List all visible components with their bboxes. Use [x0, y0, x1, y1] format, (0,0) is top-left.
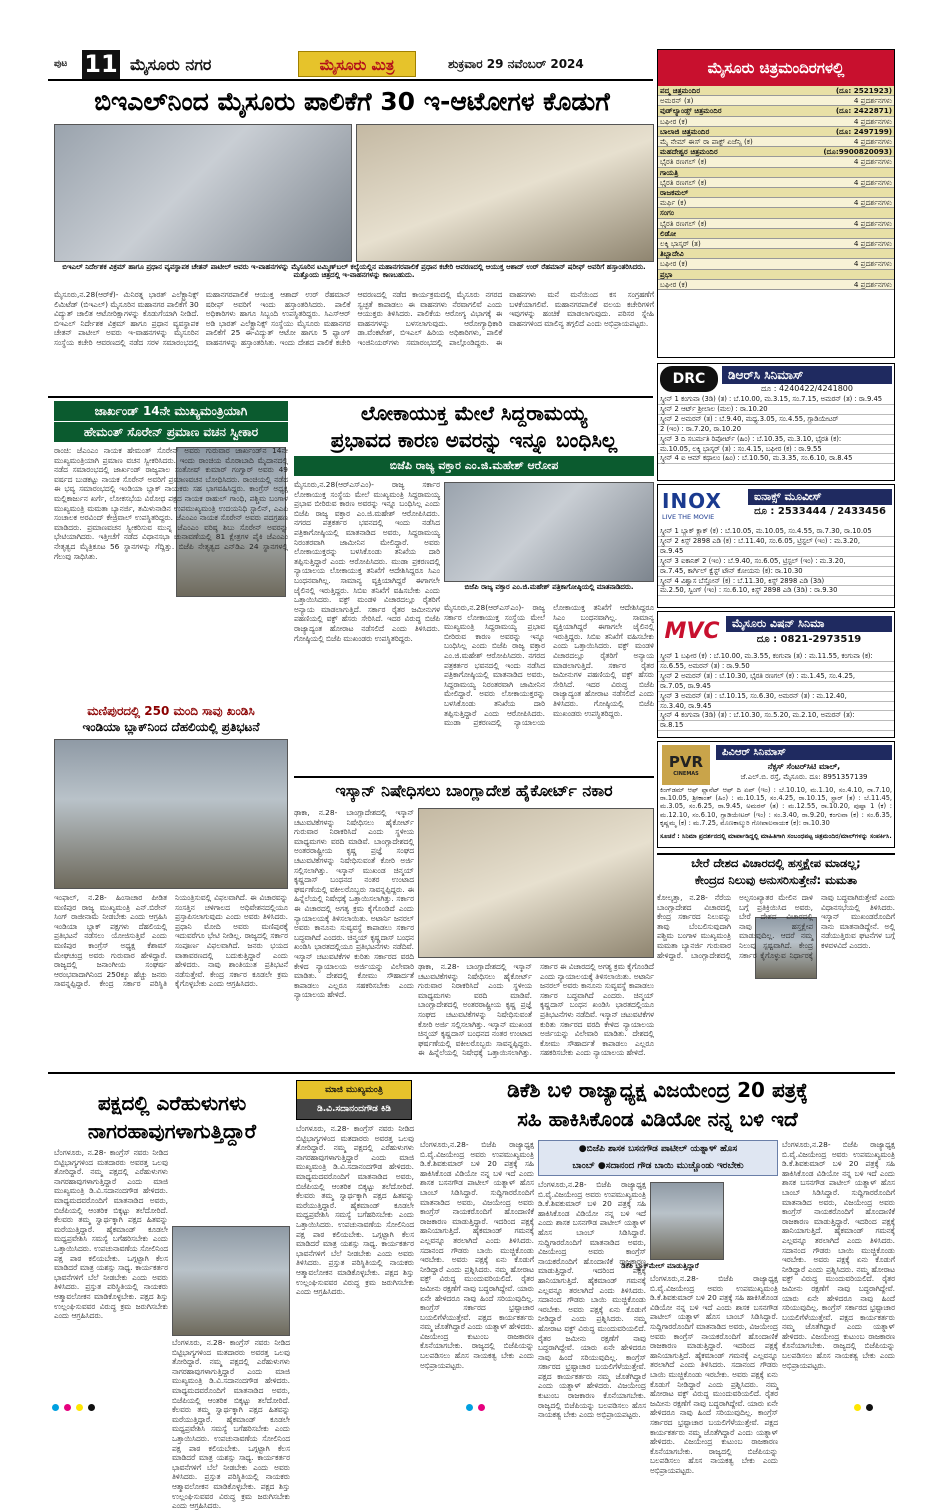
- screen-schedule-row: ಸ್ಕ್ರೀನ್ 1 ಬಘೀರ (ಕ) : ಬೆ.10.00, ಮ.3.55, ಕಂಗುವಾ (ತ) : ಮ.11.55, ಕಂಗುವಾ (ಕ):: [658, 652, 894, 662]
- theatre-name-row: [658, 106, 894, 116]
- theatre-name: ರಾಜಕಮಲ್: [660, 188, 689, 198]
- theatre-info: 4 ಪ್ರದರ್ಶನಗಳು: [853, 198, 892, 208]
- lokayukta-body: ಮೈಸೂರು,ನ.28(ಆರ್‌ಎಸ್‌ಎಂ)- ರಾಜ್ಯ ಸರ್ಕಾರ ಲೋಕಾಯುಕ್ತ ಸಂಸ್ಥೆಯ ಮೇಲೆ ಮುಖ್ಯಮಂತ್ರಿ ಸಿದ್ದರಾಮಯ್ಯ ಪ್ರಭಾವ ಬೀರಿರುವ ಕಾರಣ ಅವರನ್ನು ಇನ್ನೂ ಬಂಧಿಸಿಲ್ಲ ಎಂದು ಬಿಜೆಪಿ ರಾಜ್ಯ ವಕ್ತಾರ ಎಂ.ಜಿ.ಮಹೇಶ್ ಆರೋಪಿಸಿದರು. ನಗರದ ಪತ್ರಕರ್ತರ ಭವನದಲ್ಲಿ ಇಂದು ನಡೆಸಿದ ಪತ್ರಿಕಾಗೋಷ್ಠಿಯಲ್ಲಿ ಮಾತನಾಡಿದ ಅವರು, ಸಿದ್ದರಾಮಯ್ಯ ನಿರಂತರವಾಗಿ ಜಾಮೀನಿನ ಮೇಲಿದ್ದಾರೆ. ಅವರು ಲೋಕಾಯುಕ್ತರನ್ನು ಬಳಸಿಕೊಂಡು ತನಿಖೆಯ ದಾರಿ ತಪ್ಪಿಸುತ್ತಿದ್ದಾರೆ ಎಂದು ಆರೋಪಿಸಿದರು. ಮುಡಾ ಪ್ರಕರಣದಲ್ಲಿ ನ್ಯಾಯಾಲಯ ಲೋಕಾಯುಕ್ತ ತನಿಖೆಗೆ ಆದೇಶಿಸಿದ್ದರೂ ಸಿಎಂ ಬಂಧನವಾಗಿಲ್ಲ. ಸಾಮಾನ್ಯ ವ್ಯಕ್ತಿಯಾಗಿದ್ದರೆ ಈಗಾಗಲೇ ಜೈಲಿನಲ್ಲಿ ಇರುತ್ತಿದ್ದರು. ಸಿಬಿಐ ತನಿಖೆಗೆ ವಹಿಸಬೇಕು ಎಂದು ಒತ್ತಾಯಿಸಿದರು. ವಕ್ಫ್ ಮಂಡಳಿ ವಿಚಾರದಲ್ಲೂ ರೈತರಿಗೆ ಅನ್ಯಾಯ ಮಾಡಲಾಗುತ್ತಿದೆ. ಸರ್ಕಾರ ರೈತರ ಜಮೀನುಗಳ ಪಹಣಿಯಲ್ಲಿ ವಕ್ಫ್ ಹೆಸರು ಸೇರಿಸಿದೆ. ಇದರ ವಿರುದ್ಧ ಬಿಜೆಪಿ ರಾಜ್ಯಾದ್ಯಂತ ಹೋರಾಟ ನಡೆಸಲಿದೆ ಎಂದು ತಿಳಿಸಿದರು. ಗೋಷ್ಠಿಯಲ್ಲಿ ಬಿಜೆಪಿ ಮುಖಂಡರು ಉಪಸ್ಥಿತರಿದ್ದರು.: [294, 480, 440, 643]
- mamata-body: ಕೋಲ್ಕತ್ತಾ, ನ.28- ನೆರೆಯ ಬಾಂಗ್ಲಾದೇಶದ ವಿಚಾರದಲ್ಲಿ ಕೇಂದ್ರ ಸರ್ಕಾರದ ನಿಲುವನ್ನು ತಾವು ಬೆಂಬಲಿಸುವುದಾಗಿ ಪಶ್ಚಿಮ ಬಂಗಾಳ ಮುಖ್ಯಮಂತ್ರಿ ಮಮತಾ ಬ್ಯಾನರ್ಜಿ ಗುರುವಾರ ಹೇಳಿದ್ದಾರೆ. ಬಾಂಗ್ಲಾದೇಶದಲ್ಲಿ ಅಲ್ಪಸಂಖ್ಯಾತರ ಮೇಲಿನ ದಾಳಿ ಬಗ್ಗೆ ಪ್ರತಿಕ್ರಿಯಿಸಿದ ಅವರು, ಬೇರೆ ದೇಶದ ವಿಚಾರದಲ್ಲಿ ನಾವು ಹಸ್ತಕ್ಷೇಪ ಮಾಡುವುದಿಲ್ಲ. ಆದರೆ ನಮ್ಮ ನಿಲುವು ಸ್ಪಷ್ಟವಾಗಿದೆ. ಕೇಂದ್ರ ಸರ್ಕಾರ ಕೈಗೊಳ್ಳುವ ನಿರ್ಧಾರಕ್ಕೆ ನಾವು ಬದ್ಧವಾಗಿರುತ್ತೇವೆ ಎಂದು ವಿಧಾನಸಭೆಯಲ್ಲಿ ತಿಳಿಸಿದರು. ಇಸ್ಕಾನ್ ಮುಖಂಡರೊಂದಿಗೆ ನಾನು ಮಾತನಾಡಿದ್ದೇನೆ. ಅಲ್ಲಿ ನಡೆಯುತ್ತಿರುವ ಘಟನೆಗಳ ಬಗ್ಗೆ ಕಳವಳವಿದೆ ಎಂದರು.: [657, 893, 895, 960]
- sadananda-body: ಬೆಂಗಳೂರು, ನ.28- ಕಾಂಗ್ರೆಸ್ ನವರು ನೀಡಿದ ಬಿಟ್ಟಿಭಾಗ್ಯಗಳಿಂದ ಮತದಾರರು ಅವರತ್ತ ಒಲವು ತೋರಿದ್ದಾರೆ. ನಮ್ಮ ಪಕ್ಷದಲ್ಲಿ ಎರೆಹುಳುಗಳು ನಾಗರಹಾವುಗಳಾಗುತ್ತಿದ್ದಾರೆ ಎಂದು ಮಾಜಿ ಮುಖ್ಯಮಂತ್ರಿ ಡಿ.ವಿ.ಸದಾನಂದಗೌಡ ಹೇಳಿದರು. ಮಾಧ್ಯಮದವರೊಂದಿಗೆ ಮಾತನಾಡಿದ ಅವರು, ಬಿಜೆಪಿಯಲ್ಲಿ ಆಂತರಿಕ ಬಿಕ್ಕಟ್ಟು ತಲೆದೋರಿದೆ. ಕೆಲವರು ತಮ್ಮ ಸ್ವಾರ್ಥಕ್ಕಾಗಿ ಪಕ್ಷದ ಹಿತವನ್ನು ಮರೆಯುತ್ತಿದ್ದಾರೆ. ಹೈಕಮಾಂಡ್ ಕೂಡಲೇ ಮಧ್ಯಪ್ರವೇಶಿಸಿ ಸಮಸ್ಯೆ ಬಗೆಹರಿಸಬೇಕು ಎಂದು ಒತ್ತಾಯಿಸಿದರು. ಉಪಚುನಾವಣೆಯ ಸೋಲಿನಿಂದ ಪಕ್ಷ ಪಾಠ ಕಲಿಯಬೇಕು. ಒಗ್ಗಟ್ಟಾಗಿ ಕೆಲಸ ಮಾಡಿದರೆ ಮಾತ್ರ ಯಶಸ್ಸು ಸಾಧ್ಯ. ಕಾರ್ಯಕರ್ತರ ಭಾವನೆಗಳಿಗೆ ಬೆಲೆ ನೀಡಬೇಕು ಎಂದು ಅವರು ತಿಳಿಸಿದರು. ಪ್ರಸ್ತುತ ಪರಿಸ್ಥಿತಿಯಲ್ಲಿ ನಾಯಕರು ಆತ್ಮಾವಲೋಕನ ಮಾಡಿಕೊಳ್ಳಬೇಕು. ಪಕ್ಷದ ಶಿಸ್ತು ಉಲ್ಲಂಘಿಸುವವರ ವಿರುದ್ಧ ಕ್ರಮ ಜರುಗಿಸಬೇಕು ಎಂದು ಆಗ್ರಹಿಸಿದರು.: [54, 1148, 168, 1321]
- screen-schedule-row: ಸ್ಕ್ರೀನ್ 2 ಅಮರನ್ (ತ) : ಬೆ.9.40, ಮಧ್ಯ.3.05, ಸಂ.4.55, ಗ್ಲಾಡಿಯೇಟರ್: [658, 415, 894, 425]
- drc-box: [657, 363, 895, 481]
- theatre-info: 4 ಪ್ರದರ್ಶನಗಳು: [853, 96, 892, 106]
- lokayukta-subhead: ಬಿಜೆಪಿ ರಾಜ್ಯ ವಕ್ತಾರ ಎಂ.ಜಿ.ಮಹೇಶ್ ಆರೋಪ: [294, 456, 654, 476]
- registration-dot: [866, 1404, 873, 1411]
- screen-schedule-row: ಸ್ಕ್ರೀನ್ 3 ಐಕಾನಿಕ್ 2 (ಇಂ) : ಬೆ.9.40, ಸಂ.6.05, ಟ್ರಿಸ್ಟಲ್ (ಇಂ) : ಮ.3.20,: [658, 557, 894, 567]
- theatre-info: 4 ಪ್ರದರ್ಶನಗಳು: [853, 116, 892, 126]
- iskcon-story: [294, 776, 654, 1069]
- screen-schedule-row: ಮ.2.50, ಸ್ವಿಂಗ್ (ಇಂ) : ಸಂ.6.10, ಕಿಸ್ಸ್ 2898 ಎಡಿ (3ಡಿ) : ರಾ.9.30: [658, 586, 894, 596]
- mvc-phone: ದೂ : 0821-2973519: [756, 634, 862, 645]
- pvr-logo: [662, 745, 710, 785]
- theatre-name: ವುಡ್‌ಲ್ಯಾಂಡ್ಸ್ ಚಿತ್ರಮಂದಿರ: [660, 106, 722, 116]
- theatre-info: 4 ಪ್ರದರ್ಶನಗಳು: [853, 137, 892, 147]
- theatre-show-row: [658, 280, 894, 290]
- registration-dot: [854, 1404, 861, 1411]
- mamata-headline-2: ಕೇಂದ್ರದ ನಿಲುವು ಅನುಸರಿಸುತ್ತೇನೆ: ಮಮತಾ: [694, 873, 858, 887]
- theatre-name-row: [658, 229, 894, 239]
- theatre-name: ಸಂಗಂ: [660, 208, 675, 218]
- inox-phone: ದೂ : 2533444 / 2433456: [754, 506, 886, 517]
- theatre-show-row: [658, 259, 894, 269]
- theatre-name: ಭೈರತಿ ರಣಗಲ್ (ಕ): [660, 177, 707, 187]
- hemant-body: ರಾಂಚಿ: ಜೆಎಂಎಂ ನಾಯಕ ಹೇಮಂತ್ ಸೊರೇನ್ ಅವರು ಗುರುವಾರ ಜಾರ್ಖಂಡ್‌ನ 14ನೇ ಮುಖ್ಯಮಂತ್ರಿಯಾಗಿ ಪ್ರಮಾಣ ವಚನ ಸ್ವೀಕರಿಸಿದರು. ಇಂದು ರಾಂಚಿಯ ಮೊರಾಬಾದಿ ಮೈದಾನದಲ್ಲಿ ನಡೆದ ಸಮಾರಂಭದಲ್ಲಿ ಜಾರ್ಖಂಡ್ ರಾಜ್ಯಪಾಲ ಸಂತೋಷ್ ಕುಮಾರ್ ಗಂಗ್ವಾರ್ ಅವರು 49 ವರ್ಷದ ಬುಡಕಟ್ಟು ನಾಯಕ ಸೊರೇನ್ ಅವರಿಗೆ ಪ್ರಮಾಣವಚನ ಬೋಧಿಸಿದರು. ರಾಂಚಿಯಲ್ಲಿ ನಡೆದ ಈ ಭವ್ಯ ಸಮಾರಂಭದಲ್ಲಿ ಇಂಡಿಯಾ ಬ್ಲಾಕ್ ನಾಯಕರು ಸಹ ಭಾಗವಹಿಸಿದ್ದರು. ಕಾಂಗ್ರೆಸ್ ಅಧ್ಯಕ್ಷ ಮಲ್ಲಿಕಾರ್ಜುನ ಖರ್ಗೆ, ಲೋಕಸಭೆಯ ವಿರೋಧ ಪಕ್ಷದ ನಾಯಕ ರಾಹುಲ್ ಗಾಂಧಿ, ಪಶ್ಚಿಮ ಬಂಗಾಳ ಮುಖ್ಯಮಂತ್ರಿ ಮಮತಾ ಬ್ಯಾನರ್ಜಿ, ತಮಿಳುನಾಡಿನ ಉಪಮುಖ್ಯಮಂತ್ರಿ ಉದಯನಿಧಿ ಸ್ಟಾಲಿನ್, ಎಎಪಿ ಸಂಚಾಲಕ ಅರವಿಂದ್ ಕೇಜ್ರಿವಾಲ್ ಉಪಸ್ಥಿತರಿದ್ದರು. ಜೆಎಂಎಂ ನಾಯಕ ಸೊರೇನ್ ಅವರು ಪದಗ್ರಹಣ ಮಾಡಿದರು. ಪ್ರಮಾಣವಚನ ಸ್ವೀಕರಿಸುವ ಮುನ್ನ ಜೆಎಂಎಂ ವರಿಷ್ಠ ಶಿಬು ಸೊರೇನ್ ಅವರನ್ನು ಭೇಟಿಯಾಗಿದರು. ಇತ್ತೀಚೆಗೆ ನಡೆದ ವಿಧಾನಸಭಾ ಚುನಾವಣೆಯಲ್ಲಿ 81 ಕ್ಷೇತ್ರಗಳ ಪೈಕಿ ಜೆಎಂಎಂ ನೇತೃತ್ವದ ಮೈತ್ರಿಕೂಟ 56 ಸ್ಥಾನಗಳನ್ನು ಗೆದ್ದಿತ್ತು. ಬಿಜೆಪಿ ನೇತೃತ್ವದ ಎನ್‌ಡಿಎ 24 ಸ್ಥಾನಗಳಲ್ಲಿ ಗೆಲುವು ಸಾಧಿಸಿತು.: [54, 446, 288, 561]
- inox-logo: [662, 489, 742, 523]
- sadananda-story: [54, 1076, 414, 1511]
- theatre-name-row: [658, 188, 894, 198]
- theatre-info: (ದೂ: 2422871): [835, 106, 892, 116]
- theatre-show-row: [658, 239, 894, 249]
- drc-name: ಡಿಆರ್‌ಸಿ ಸಿನಿಮಾಸ್: [722, 366, 892, 384]
- theatre-name-row: [658, 168, 894, 178]
- theatre-info: 4 ಪ್ರದರ್ಶನಗಳು: [853, 177, 892, 187]
- theatre-show-row: [658, 157, 894, 167]
- hemant-headline-2: ಹೇಮಂತ್ ಸೊರೇನ್ ಪ್ರಮಾಣ ವಚನ ಸ್ವೀಕಾರ: [54, 422, 288, 442]
- dks-caption: ಡಿಕೆಶಿ ಬ್ಲಾಕ್‌ಮೇಲ್ ಮಾಡುತ್ತಿದ್ದಾರೆ: [621, 1262, 699, 1270]
- registration-dot: [88, 1404, 95, 1411]
- mvc-logo: MVC: [664, 618, 720, 644]
- inox-name: ಐನಾಕ್ಸ್ ಮೂವೀಸ್: [748, 489, 892, 505]
- lead-photo-autos: [356, 124, 654, 262]
- dks-subhead-1: ●ಬಿಜೆಪಿ ಶಾಸಕ ಬಸನಗೌಡ ಪಾಟೀಲ್ ಯತ್ನಾಳ್ ಹೊಸ: [578, 1144, 738, 1154]
- theatre-show-row: [658, 178, 894, 188]
- pvr-logo-text: PVR: [668, 753, 704, 771]
- pvr-address: ನೆಕ್ಸಸ್ ಸೆಂಟರ್‌ಸಿಟಿ ಮಾಲ್,: [767, 762, 841, 771]
- sadananda-tag-2: ಡಿ.ವಿ.ಸದಾನಂದಗೌಡ ಕಿಡಿ: [297, 1099, 411, 1119]
- screen-schedule-row: ಸಂ.3.40, ರಾ.9.45: [658, 702, 894, 712]
- screen-schedule-row: ರಾ.7.05, ರಾ.9.45: [658, 682, 894, 692]
- theatres-box: [657, 49, 895, 358]
- theatre-show-row: [658, 117, 894, 127]
- theatre-name: ಪ್ರಭಾ: [660, 269, 673, 279]
- theatre-info: 4 ಪ್ರದರ್ಶನಗಳು: [853, 279, 892, 289]
- inox-logo-text: INOX: [662, 489, 722, 513]
- theatre-info: (ದೂ:9900820093): [823, 147, 892, 157]
- theatre-name: ಬಘೀರ (ಕ): [660, 279, 688, 289]
- manipur-photo: [54, 739, 288, 889]
- theatre-name-row: [658, 86, 894, 96]
- screen-schedule-row: ಸ್ಕ್ರೀನ್ 1 ಬ್ಲಾಕ್ ಕ್ಲಾಕ್ (ಕ) : ಬೆ.10.05, ಮ.10.05, ಸಂ.4.55, ರಾ.7.30, ರಾ.10.05: [658, 527, 894, 537]
- yatnal-photo: [650, 1182, 724, 1260]
- theatres-title: ಮೈಸೂರು ಚಿತ್ರಮಂದಿರಗಳಲ್ಲಿ: [658, 50, 894, 86]
- lokayukta-caption: ಬಿಜೆಪಿ ರಾಜ್ಯ ವಕ್ತಾರ ಎಂ.ಜಿ.ಮಹೇಶ್ ಪತ್ರಿಕಾಗೋಷ್ಠಿಯಲ್ಲಿ ಮಾತನಾಡಿದರು.: [464, 583, 634, 591]
- theatre-info: 4 ಪ್ರದರ್ಶನಗಳು: [853, 239, 892, 249]
- dks-headline-2: ಸಹಿ ಹಾಕಿಸಿಕೊಂಡ ವಿಡಿಯೋ ನನ್ನ ಬಳಿ ಇದೆ: [517, 1107, 798, 1131]
- screen-schedule-row: ಸ್ಕ್ರೀನ್ 4 ಕಂಗುವಾ (3ಡಿ) (ತ) : ಬೆ.10.30, ಸಂ.5.20, ಮ.2.10, ಅಮರನ್ (ತ):: [658, 711, 894, 721]
- sadananda-photo: [172, 1226, 290, 1336]
- sadananda-tag: [296, 1080, 412, 1120]
- pvr-logo-sub: CINEMAS: [673, 771, 699, 777]
- divider: [48, 396, 653, 398]
- theatre-name: ಗಾಯತ್ರಿ: [660, 167, 679, 177]
- iskcon-photo: [418, 808, 654, 958]
- lead-headline: ಬಿಇಎಲ್‌ನಿಂದ ಮೈಸೂರು ಪಾಲಿಕೆಗೆ 30 ಇ-ಆಟೋಗಳ ಕೊಡುಗೆ: [94, 87, 610, 116]
- masthead: [48, 49, 653, 81]
- dks-body-col4: ಬೆಂಗಳೂರು,ನ.28- ಬಿಜೆಪಿ ರಾಜ್ಯಾಧ್ಯಕ್ಷ ಬಿ.ವೈ.ವಿಜಯೇಂದ್ರ ಅವರು ಉಪಮುಖ್ಯಮಂತ್ರಿ ಡಿ.ಕೆ.ಶಿವಕುಮಾರ್ ಬಳಿ 20 ಪತ್ರಕ್ಕೆ ಸಹಿ ಹಾಕಿಸಿಕೊಂಡ ವಿಡಿಯೋ ನನ್ನ ಬಳಿ ಇದೆ ಎಂದು ಶಾಸಕ ಬಸನಗೌಡ ಪಾಟೀಲ್ ಯತ್ನಾಳ್ ಹೊಸ ಬಾಂಬ್ ಸಿಡಿಸಿದ್ದಾರೆ. ಸುದ್ದಿಗಾರರೊಂದಿಗೆ ಮಾತನಾಡಿದ ಅವರು, ವಿಜಯೇಂದ್ರ ಅವರು ಕಾಂಗ್ರೆಸ್ ನಾಯಕರೊಂದಿಗೆ ಹೊಂದಾಣಿಕೆ ರಾಜಕಾರಣ ಮಾಡುತ್ತಿದ್ದಾರೆ. ಇದರಿಂದ ಪಕ್ಷಕ್ಕೆ ಹಾನಿಯಾಗುತ್ತಿದೆ. ಹೈಕಮಾಂಡ್ ಗಮನಕ್ಕೆ ಎಲ್ಲವನ್ನೂ ತರಲಾಗಿದೆ ಎಂದು ತಿಳಿಸಿದರು. ಸದಾನಂದ ಗೌಡರು ಬಾಯಿ ಮುಚ್ಚಿಕೊಂಡು ಇರಬೇಕು. ಅವರು ಪಕ್ಷಕ್ಕೆ ಏನು ಕೊಡುಗೆ ನೀಡಿದ್ದಾರೆ ಎಂದು ಪ್ರಶ್ನಿಸಿದರು. ನಮ್ಮ ಹೋರಾಟ ವಕ್ಫ್ ವಿರುದ್ಧ ಮುಂದುವರಿಯಲಿದೆ. ರೈತರ ಜಮೀನು ರಕ್ಷಣೆಗೆ ನಾವು ಬದ್ಧರಾಗಿದ್ದೇವೆ. ಯಾರು ಏನೇ ಹೇಳಿದರೂ ನಾವು ಹಿಂದೆ ಸರಿಯುವುದಿಲ್ಲ. ಕಾಂಗ್ರೆಸ್ ಸರ್ಕಾರದ ಭ್ರಷ್ಟಾಚಾರ ಬಯಲಿಗೆಳೆಯುತ್ತೇವೆ. ಪಕ್ಷದ ಕಾರ್ಯಕರ್ತರು ನಮ್ಮ ಜೊತೆಗಿದ್ದಾರೆ ಎಂದು ಯತ್ನಾಳ್ ಹೇಳಿದರು. ವಿಜಯೇಂದ್ರ ಕುಟುಂಬ ರಾಜಕಾರಣ ಕೊನೆಯಾಗಬೇಕು. ರಾಜ್ಯದಲ್ಲಿ ಬಿಜೆಪಿಯನ್ನು ಬಲಪಡಿಸಲು ಹೊಸ ನಾಯಕತ್ವ ಬೇಕು ಎಂದು ಅಭಿಪ್ರಾಯಪಟ್ಟರು.: [782, 1140, 895, 1370]
- pvr-schedule: ಕಿಂಗ್‌ಡಮ್ ಆಫ್ ಪ್ಲಾನೆಟ್ ಆಫ್ ದಿ ಏಪ್ (ಇಂ) : ಬೆ.10.10, ಮ.1.10, ಸಂ.4.10, ರಾ.7.10, ರಾ.10.05, ಶ್ರೀಕಾಂತ್ (ಹಿಂ) : ಮ.10.15, ಸಂ.4.25, ರಾ.10.15, ಸ್ಟಾರ್ (ತ) : ಬೆ.11.45, ಮ.3.05, ಸಂ.6.25, ರಾ.9.45, ಅಮರನ್ (ತ) : ಮ.12.55, ರಾ.10.20, ಪುಷ್ಪಾ 1 (ಕ) : ಮ.12.10, ಸಂ.6.10, ಗ್ಲಾಡಿಯೇಟರ್ (ಇಂ) : ಸಂ.3.40, ರಾ.9.20, ಕಂಗುವಾ (ಕ) : ಸಂ.6.35, ಕೃಷ್ಣಮ್ಮ (ಕ) : ಮ.7.25, ಮೊಣಕಾಲ್ಮುರಿ ಗೋಪಾಲನಾಯಕ (ಕ): ರಾ.10.30: [660, 786, 892, 827]
- dks-subhead: [538, 1140, 778, 1176]
- iskcon-body-cont: ಢಾಕಾ, ನ.28- ಬಾಂಗ್ಲಾದೇಶದಲ್ಲಿ ಇಸ್ಕಾನ್ ಚಟುವಟಿಕೆಗಳನ್ನು ನಿಷೇಧಿಸಲು ಹೈಕೋರ್ಟ್ ಗುರುವಾರ ನಿರಾಕರಿಸಿದೆ ಎಂದು ಸ್ಥಳೀಯ ಮಾಧ್ಯಮಗಳು ವರದಿ ಮಾಡಿವೆ. ಬಾಂಗ್ಲಾದೇಶದಲ್ಲಿ ಅಂತರರಾಷ್ಟ್ರೀಯ ಕೃಷ್ಣ ಪ್ರಜ್ಞೆ ಸಂಘದ ಚಟುವಟಿಕೆಗಳನ್ನು ನಿಷೇಧಿಸುವಂತೆ ಕೋರಿ ಅರ್ಜಿ ಸಲ್ಲಿಸಲಾಗಿತ್ತು. ಇಸ್ಕಾನ್ ಮುಖಂಡ ಚಿನ್ಮಯ್ ಕೃಷ್ಣದಾಸ್ ಬಂಧನದ ನಂತರ ಉಂಟಾದ ಘರ್ಷಣೆಯಲ್ಲಿ ವಕೀಲರೊಬ್ಬರು ಸಾವನ್ನಪ್ಪಿದ್ದರು. ಈ ಹಿನ್ನೆಲೆಯಲ್ಲಿ ನಿಷೇಧಕ್ಕೆ ಒತ್ತಾಯಿಸಲಾಗಿತ್ತು. ಸರ್ಕಾರ ಈ ವಿಚಾರದಲ್ಲಿ ಅಗತ್ಯ ಕ್ರಮ ಕೈಗೊಂಡಿದೆ ಎಂದು ನ್ಯಾಯಾಲಯಕ್ಕೆ ತಿಳಿಸಲಾಯಿತು. ಅಟಾರ್ನಿ ಜನರಲ್ ಅವರು ಕಾನೂನು ಸುವ್ಯವಸ್ಥೆ ಕಾಪಾಡಲು ಸರ್ಕಾರ ಬದ್ಧವಾಗಿದೆ ಎಂದರು. ಚಿನ್ಮಯ್ ಕೃಷ್ಣದಾಸ್ ಬಂಧನ ಖಂಡಿಸಿ ಭಾರತದಲ್ಲಿಯೂ ಪ್ರತಿಭಟನೆಗಳು ನಡೆದಿವೆ. ಇಸ್ಕಾನ್ ಚಟುವಟಿಕೆಗಳ ಕುರಿತು ಸರ್ಕಾರದ ವರದಿ ಕೇಳಿದ ನ್ಯಾಯಾಲಯ ಅರ್ಜಿಯನ್ನು ವಿಲೇವಾರಿ ಮಾಡಿತು. ದೇಶದಲ್ಲಿ ಕೋಮು ಸೌಹಾರ್ದತೆ ಕಾಪಾಡಲು ಎಲ್ಲರೂ ಸಹಕರಿಸಬೇಕು ಎಂದು ನ್ಯಾಯಾಲಯ ಹೇಳಿದೆ.: [418, 962, 654, 1058]
- lokayukta-headline-1: ಲೋಕಾಯುಕ್ತ ಮೇಲೆ ಸಿದ್ದರಾಮಯ್ಯ: [360, 401, 588, 425]
- page-label: ಪುಟ: [54, 59, 68, 69]
- lokayukta-body-cont: ಮೈಸೂರು,ನ.28(ಆರ್‌ಎಸ್‌ಎಂ)- ರಾಜ್ಯ ಸರ್ಕಾರ ಲೋಕಾಯುಕ್ತ ಸಂಸ್ಥೆಯ ಮೇಲೆ ಮುಖ್ಯಮಂತ್ರಿ ಸಿದ್ದರಾಮಯ್ಯ ಪ್ರಭಾವ ಬೀರಿರುವ ಕಾರಣ ಅವರನ್ನು ಇನ್ನೂ ಬಂಧಿಸಿಲ್ಲ ಎಂದು ಬಿಜೆಪಿ ರಾಜ್ಯ ವಕ್ತಾರ ಎಂ.ಜಿ.ಮಹೇಶ್ ಆರೋಪಿಸಿದರು. ನಗರದ ಪತ್ರಕರ್ತರ ಭವನದಲ್ಲಿ ಇಂದು ನಡೆಸಿದ ಪತ್ರಿಕಾಗೋಷ್ಠಿಯಲ್ಲಿ ಮಾತನಾಡಿದ ಅವರು, ಸಿದ್ದರಾಮಯ್ಯ ನಿರಂತರವಾಗಿ ಜಾಮೀನಿನ ಮೇಲಿದ್ದಾರೆ. ಅವರು ಲೋಕಾಯುಕ್ತರನ್ನು ಬಳಸಿಕೊಂಡು ತನಿಖೆಯ ದಾರಿ ತಪ್ಪಿಸುತ್ತಿದ್ದಾರೆ ಎಂದು ಆರೋಪಿಸಿದರು. ಮುಡಾ ಪ್ರಕರಣದಲ್ಲಿ ನ್ಯಾಯಾಲಯ ಲೋಕಾಯುಕ್ತ ತನಿಖೆಗೆ ಆದೇಶಿಸಿದ್ದರೂ ಸಿಎಂ ಬಂಧನವಾಗಿಲ್ಲ. ಸಾಮಾನ್ಯ ವ್ಯಕ್ತಿಯಾಗಿದ್ದರೆ ಈಗಾಗಲೇ ಜೈಲಿನಲ್ಲಿ ಇರುತ್ತಿದ್ದರು. ಸಿಬಿಐ ತನಿಖೆಗೆ ವಹಿಸಬೇಕು ಎಂದು ಒತ್ತಾಯಿಸಿದರು. ವಕ್ಫ್ ಮಂಡಳಿ ವಿಚಾರದಲ್ಲೂ ರೈತರಿಗೆ ಅನ್ಯಾಯ ಮಾಡಲಾಗುತ್ತಿದೆ. ಸರ್ಕಾರ ರೈತರ ಜಮೀನುಗಳ ಪಹಣಿಯಲ್ಲಿ ವಕ್ಫ್ ಹೆಸರು ಸೇರಿಸಿದೆ. ಇದರ ವಿರುದ್ಧ ಬಿಜೆಪಿ ರಾಜ್ಯಾದ್ಯಂತ ಹೋರಾಟ ನಡೆಸಲಿದೆ ಎಂದು ತಿಳಿಸಿದರು. ಗೋಷ್ಠಿಯಲ್ಲಿ ಬಿಜೆಪಿ ಮುಖಂಡರು ಉಪಸ್ಥಿತರಿದ್ದರು.: [444, 603, 654, 728]
- registration-dot: [52, 1404, 59, 1411]
- lead-body: ಮೈಸೂರು,ನ.28(ಆರ್‌ಕೆ)- ಮಿನಿರತ್ನ ಭಾರತ್ ಎಲೆಕ್ಟ್ರಾನಿಕ್ಸ್ ಲಿಮಿಟೆಡ್ (ಬಿಇಎಲ್) ಮೈಸೂರಿನ ಮಹಾನಗರ ಪಾಲಿಕೆಗೆ 30 ವಿದ್ಯುತ್ ಚಾಲಿತ ಆಟೋರಿಕ್ಷಾಗಳನ್ನು ಕೊಡುಗೆಯಾಗಿ ನೀಡಿದೆ. ಬಿಇಎಲ್ ನಿರ್ದೇಶಕ ವಿಕ್ರಮ್ ಹಾಗೂ ಪ್ರಧಾನ ವ್ಯವಸ್ಥಾಪಕ ಚೇತನ್ ಪಾಟೀಲ್ ಅವರು ಇ-ವಾಹನಗಳನ್ನು ಮೈಸೂರಿನ ಸಂಸ್ಥೆಯ ಕಚೇರಿ ಆವರಣದಲ್ಲಿ ನಡೆದ ಸರಳ ಸಮಾರಂಭದಲ್ಲಿ ಮಹಾನಗರಪಾಲಿಕೆ ಆಯುಕ್ತ ಆಶಾದ್ ಉರ್ ರೆಹಮಾನ್ ಷರೀಫ್ ಅವರಿಗೆ ಇಂದು ಹಸ್ತಾಂತರಿಸಿದರು. ಪಾಲಿಕೆ ಅಧಿಕಾರಿಗಳು ಹಾಗೂ ಸಿಬ್ಬಂದಿ ಉಪಸ್ಥಿತರಿದ್ದರು. ಸಿಎಸ್‌ಆರ್ ಅಡಿ ಭಾರತ್ ಎಲೆಕ್ಟ್ರಾನಿಕ್ಸ್ ಸಂಸ್ಥೆಯು ಮೈಸೂರು ಮಹಾನಗರ ಪಾಲಿಕೆಗೆ 25 ಈ-ವಿದ್ಯುತ್ ಆಟೋ ಹಾಗೂ 5 ಫ್ಯಾಂಗ್ ವಾಹನಗಳನ್ನು ಹಸ್ತಾಂತರಿಸಿತು. ಇಂದು ದೇಶದ ಪಾಲಿಕೆ ಕಚೇರಿ ಆವರಣದಲ್ಲಿ ನಡೆದ ಕಾರ್ಯಕ್ರಮದಲ್ಲಿ ಮೈಸೂರು ನಗರದ ಸ್ವಚ್ಛತೆ ಕಾಪಾಡಲು ಈ ವಾಹನಗಳು ನೆರವಾಗಲಿವೆ ಎಂದು ಆಯುಕ್ತರು ತಿಳಿಸಿದರು. ಪಾಲಿಕೆಯ ಆರೋಗ್ಯ ವಿಭಾಗಕ್ಕೆ ಈ ವಾಹನಗಳನ್ನು ಬಳಸಲಾಗುವುದು. ಆರೋಗ್ಯಾಧಿಕಾರಿ ಡಾ.ವೆಂಕಟೇಶ್, ಬಿಇಎಲ್ ಹಿರಿಯ ಅಧಿಕಾರಿಗಳು, ಪಾಲಿಕೆ ಇಂಜಿನಿಯರ್‌ಗಳು ಸಮಾರಂಭದಲ್ಲಿ ಪಾಲ್ಗೊಂಡಿದ್ದರು. ಈ ವಾಹನಗಳು ಮನೆ ಮನೆಯಿಂದ ಕಸ ಸಂಗ್ರಹಣೆಗೆ ಬಳಕೆಯಾಗಲಿವೆ. ಮಹಾನಗರಪಾಲಿಕೆ ವಲಯ ಕಚೇರಿಗಳಿಗೆ ಇವುಗಳನ್ನು ಹಂಚಿಕೆ ಮಾಡಲಾಗುವುದು. ಪರಿಸರ ಸ್ನೇಹಿ ವಾಹನಗಳಿಂದ ಮಾಲಿನ್ಯ ತಗ್ಗಲಿದೆ ಎಂದು ಅಭಿಪ್ರಾಯಪಟ್ಟರು.: [54, 290, 654, 347]
- theatre-name-row: [658, 208, 894, 218]
- theatre-show-row: [658, 198, 894, 208]
- mvc-name: ಮೈಸೂರು ವಿಷನ್ ಸಿನಿಮಾ: [726, 616, 892, 632]
- screen-schedule-row: ಸ್ಕ್ರೀನ್ 4 ಐ ಆಮ್ ಕಥಾಲಂ (ಹಿಂ) : ಬೆ.10.50, ಮ.3.35, ಸಂ.6.10, ರಾ.8.45: [658, 454, 894, 464]
- sadananda-body-col3: ಬೆಂಗಳೂರು, ನ.28- ಕಾಂಗ್ರೆಸ್ ನವರು ನೀಡಿದ ಬಿಟ್ಟಿಭಾಗ್ಯಗಳಿಂದ ಮತದಾರರು ಅವರತ್ತ ಒಲವು ತೋರಿದ್ದಾರೆ. ನಮ್ಮ ಪಕ್ಷದಲ್ಲಿ ಎರೆಹುಳುಗಳು ನಾಗರಹಾವುಗಳಾಗುತ್ತಿದ್ದಾರೆ ಎಂದು ಮಾಜಿ ಮುಖ್ಯಮಂತ್ರಿ ಡಿ.ವಿ.ಸದಾನಂದಗೌಡ ಹೇಳಿದರು. ಮಾಧ್ಯಮದವರೊಂದಿಗೆ ಮಾತನಾಡಿದ ಅವರು, ಬಿಜೆಪಿಯಲ್ಲಿ ಆಂತರಿಕ ಬಿಕ್ಕಟ್ಟು ತಲೆದೋರಿದೆ. ಕೆಲವರು ತಮ್ಮ ಸ್ವಾರ್ಥಕ್ಕಾಗಿ ಪಕ್ಷದ ಹಿತವನ್ನು ಮರೆಯುತ್ತಿದ್ದಾರೆ. ಹೈಕಮಾಂಡ್ ಕೂಡಲೇ ಮಧ್ಯಪ್ರವೇಶಿಸಿ ಸಮಸ್ಯೆ ಬಗೆಹರಿಸಬೇಕು ಎಂದು ಒತ್ತಾಯಿಸಿದರು. ಉಪಚುನಾವಣೆಯ ಸೋಲಿನಿಂದ ಪಕ್ಷ ಪಾಠ ಕಲಿಯಬೇಕು. ಒಗ್ಗಟ್ಟಾಗಿ ಕೆಲಸ ಮಾಡಿದರೆ ಮಾತ್ರ ಯಶಸ್ಸು ಸಾಧ್ಯ. ಕಾರ್ಯಕರ್ತರ ಭಾವನೆಗಳಿಗೆ ಬೆಲೆ ನೀಡಬೇಕು ಎಂದು ಅವರು ತಿಳಿಸಿದರು. ಪ್ರಸ್ತುತ ಪರಿಸ್ಥಿತಿಯಲ್ಲಿ ನಾಯಕರು ಆತ್ಮಾವಲೋಕನ ಮಾಡಿಕೊಳ್ಳಬೇಕು. ಪಕ್ಷದ ಶಿಸ್ತು ಉಲ್ಲಂಘಿಸುವವರ ವಿರುದ್ಧ ಕ್ರಮ ಜರುಗಿಸಬೇಕು ಎಂದು ಆಗ್ರಹಿಸಿದರು.: [296, 1124, 414, 1297]
- mamata-headline-1: ಬೇರೆ ದೇಶದ ವಿಚಾರದಲ್ಲಿ ಹಸ್ತಕ್ಷೇಪ ಮಾಡಲ್ಲ;: [691, 856, 861, 870]
- theatre-name-row: [658, 127, 894, 137]
- manipur-body: ಇಂಫಾಲ್, ನ.28- ಹಿಂಸಾಚಾರ ಪೀಡಿತ ಮಣಿಪುರ ರಾಜ್ಯ ಮುಖ್ಯಮಂತ್ರಿ ಎನ್.ಬಿರೇನ್ ಸಿಂಗ್ ರಾಜೀನಾಮೆ ನೀಡಬೇಕು ಎಂದು ಆಗ್ರಹಿಸಿ ಇಂಡಿಯಾ ಬ್ಲಾಕ್ ಪಕ್ಷಗಳು ದೆಹಲಿಯಲ್ಲಿ ಪ್ರತಿಭಟನೆ ನಡೆಸಲು ಯೋಜಿಸುತ್ತಿವೆ ಎಂದು ಮಣಿಪುರ ಕಾಂಗ್ರೆಸ್ ಅಧ್ಯಕ್ಷ ಕೆಶಾಮ್ ಮೇಘಚಂದ್ರ ಅವರು ಗುರುವಾರ ಹೇಳಿದ್ದಾರೆ. ರಾಜ್ಯದಲ್ಲಿ ಜನಾಂಗೀಯ ಸಂಘರ್ಷ ಆರಂಭವಾದಾಗಿನಿಂದ 250ಕ್ಕೂ ಹೆಚ್ಚು ಜನರು ಸಾವನ್ನಪ್ಪಿದ್ದಾರೆ. ಕೇಂದ್ರ ಸರ್ಕಾರ ಪರಿಸ್ಥಿತಿ ನಿಯಂತ್ರಿಸುವಲ್ಲಿ ವಿಫಲವಾಗಿದೆ. ಈ ವಿಚಾರವನ್ನು ಸಂಸತ್ತಿನ ಚಳಿಗಾಲದ ಅಧಿವೇಶನದಲ್ಲಿಯೂ ಪ್ರಸ್ತಾಪಿಸಲಾಗುವುದು ಎಂದು ಅವರು ತಿಳಿಸಿದರು. ಪ್ರಧಾನಿ ಮೋದಿ ಅವರು ಮಣಿಪುರಕ್ಕೆ ಇದುವರೆಗೂ ಭೇಟಿ ನೀಡಿಲ್ಲ. ರಾಜ್ಯದಲ್ಲಿ ಸರ್ಕಾರ ಸಂಪೂರ್ಣ ವಿಫಲವಾಗಿದೆ. ಜನರು ಭಯದ ವಾತಾವರಣದಲ್ಲಿ ಬದುಕುತ್ತಿದ್ದಾರೆ ಎಂದು ಹೇಳಿದರು. ನಾವು ಶಾಂತಿಯುತ ಪ್ರತಿಭಟನೆ ನಡೆಸುತ್ತೇವೆ. ಕೇಂದ್ರ ಸರ್ಕಾರ ಕೂಡಲೇ ಕ್ರಮ ಕೈಗೊಳ್ಳಬೇಕು ಎಂದು ಆಗ್ರಹಿಸಿದರು.: [54, 893, 288, 989]
- pvr-phone: ಜೆ.ಎಲ್.ಬಿ. ರಸ್ತೆ, ಮೈಸೂರು. ದೂ: 8951357139: [740, 773, 868, 781]
- theatre-name: ತಿಬ್ಬಾದೇವಿ: [660, 249, 684, 259]
- lokayukta-headline-2: ಪ್ರಭಾವದ ಕಾರಣ ಅವರನ್ನು ಇನ್ನೂ ಬಂಧಿಸಿಲ್ಲ: [330, 428, 618, 452]
- theatre-list: [658, 86, 894, 290]
- screen-schedule-row: 2 (ಇಂ) : ರಾ.7.20, ರಾ.10.20: [658, 425, 894, 435]
- lead-photo-officials: [54, 124, 352, 262]
- mvc-schedule: [658, 652, 894, 731]
- section-title: ಮೈಸೂರು ನಗರ: [130, 55, 212, 74]
- screen-schedule-row: ಸ್ಕ್ರೀನ್ 2 ಆರ್ಟ್ ಶ್ರೀಲಾಲ (ಮಲ) : ರಾ.10.20: [658, 405, 894, 415]
- theatre-name: ಬಘೀರ (ಕ): [660, 116, 688, 126]
- iskcon-headline: ಇಸ್ಕಾನ್ ನಿಷೇಧಿಸಲು ಬಾಂಗ್ಲಾದೇಶ ಹೈಕೋರ್ಟ್ ನಕಾರ: [335, 781, 613, 800]
- sadananda-headline-1: ಪಕ್ಷದಲ್ಲಿ ಎರೆಹುಳುಗಳು: [97, 1091, 247, 1115]
- theatre-info: 4 ಪ್ರದರ್ಶನಗಳು: [853, 218, 892, 228]
- lead-caption: ಬಿಇಎಲ್ ನಿರ್ದೇಶಕ ವಿಕ್ರಮ್ ಹಾಗೂ ಪ್ರಧಾನ ವ್ಯವಸ್ಥಾಪಕ ಚೇತನ್ ಪಾಟೀಲ್ ಅವರು ಇ-ವಾಹನಗಳನ್ನು ಮೈಸೂರಿನ ಟಮ್ಮಿಣ್‌ಬಲ್ ಕಲ್ಯೆಯಲ್ಲಿನ ಮಹಾನಗರಪಾಲಿಕೆ ಪ್ರಧಾನ ಕಚೇರಿ ಆವರಣದಲ್ಲಿ ಆಯುಕ್ತ ಆಶಾದ್ ಉರ್ ರೆಹಮಾನ್ ಷರೀಫ್ ಅವರಿಗೆ ಹಸ್ತಾಂತರಿಸಿದರು. ಮತ್ತೊಂದು ಚಿತ್ರದಲ್ಲಿ ಇ-ವಾಹನಗಳನ್ನು ಕಾಣಬಹುದು.: [62, 263, 646, 280]
- theatre-info: 4 ಪ್ರದರ್ಶನಗಳು: [853, 157, 892, 167]
- dks-body-col3: ಬೆಂಗಳೂರು,ನ.28- ಬಿಜೆಪಿ ರಾಜ್ಯಾಧ್ಯಕ್ಷ ಬಿ.ವೈ.ವಿಜಯೇಂದ್ರ ಅವರು ಉಪಮುಖ್ಯಮಂತ್ರಿ ಡಿ.ಕೆ.ಶಿವಕುಮಾರ್ ಬಳಿ 20 ಪತ್ರಕ್ಕೆ ಸಹಿ ಹಾಕಿಸಿಕೊಂಡ ವಿಡಿಯೋ ನನ್ನ ಬಳಿ ಇದೆ ಎಂದು ಶಾಸಕ ಬಸನಗೌಡ ಪಾಟೀಲ್ ಯತ್ನಾಳ್ ಹೊಸ ಬಾಂಬ್ ಸಿಡಿಸಿದ್ದಾರೆ. ಸುದ್ದಿಗಾರರೊಂದಿಗೆ ಮಾತನಾಡಿದ ಅವರು, ವಿಜಯೇಂದ್ರ ಅವರು ಕಾಂಗ್ರೆಸ್ ನಾಯಕರೊಂದಿಗೆ ಹೊಂದಾಣಿಕೆ ರಾಜಕಾರಣ ಮಾಡುತ್ತಿದ್ದಾರೆ. ಇದರಿಂದ ಪಕ್ಷಕ್ಕೆ ಹಾನಿಯಾಗುತ್ತಿದೆ. ಹೈಕಮಾಂಡ್ ಗಮನಕ್ಕೆ ಎಲ್ಲವನ್ನೂ ತರಲಾಗಿದೆ ಎಂದು ತಿಳಿಸಿದರು. ಸದಾನಂದ ಗೌಡರು ಬಾಯಿ ಮುಚ್ಚಿಕೊಂಡು ಇರಬೇಕು. ಅವರು ಪಕ್ಷಕ್ಕೆ ಏನು ಕೊಡುಗೆ ನೀಡಿದ್ದಾರೆ ಎಂದು ಪ್ರಶ್ನಿಸಿದರು. ನಮ್ಮ ಹೋರಾಟ ವಕ್ಫ್ ವಿರುದ್ಧ ಮುಂದುವರಿಯಲಿದೆ. ರೈತರ ಜಮೀನು ರಕ್ಷಣೆಗೆ ನಾವು ಬದ್ಧರಾಗಿದ್ದೇವೆ. ಯಾರು ಏನೇ ಹೇಳಿದರೂ ನಾವು ಹಿಂದೆ ಸರಿಯುವುದಿಲ್ಲ. ಕಾಂಗ್ರೆಸ್ ಸರ್ಕಾರದ ಭ್ರಷ್ಟಾಚಾರ ಬಯಲಿಗೆಳೆಯುತ್ತೇವೆ. ಪಕ್ಷದ ಕಾರ್ಯಕರ್ತರು ನಮ್ಮ ಜೊತೆಗಿದ್ದಾರೆ ಎಂದು ಯತ್ನಾಳ್ ಹೇಳಿದರು. ವಿಜಯೇಂದ್ರ ಕುಟುಂಬ ರಾಜಕಾರಣ ಕೊನೆಯಾಗಬೇಕು. ರಾಜ್ಯದಲ್ಲಿ ಬಿಜೆಪಿಯನ್ನು ಬಲಪಡಿಸಲು ಹೊಸ ನಾಯಕತ್ವ ಬೇಕು ಎಂದು ಅಭಿಪ್ರಾಯಪಟ್ಟರು.: [650, 1274, 778, 1475]
- drc-logo: DRC: [660, 366, 718, 392]
- screen-schedule-row: ರಾ.7.45, ಕಾರ್ಗಿಲ್ ಕ್ವೆಸ್ಟ್ ಟೌನ್ ಕೋಯನು (ಕ): ರಾ.10.30: [658, 567, 894, 577]
- theatre-show-row: [658, 137, 894, 147]
- paper-logo: ಮೈಸೂರು ಮಿತ್ರ: [298, 51, 416, 77]
- registration-dot: [478, 1404, 485, 1411]
- drc-schedule: [658, 395, 894, 464]
- sadananda-tag-1: ಮಾಜಿ ಮುಖ್ಯಮಂತ್ರಿ: [297, 1081, 411, 1099]
- theatre-name-row: [658, 249, 894, 259]
- registration-dot: [76, 1404, 83, 1411]
- theatre-name: ಮೈ ನೇಮ್ ಈಸ್ ರಾ ಪಾಕ್ಟ್ ಏಜೆನ್ಸಿ (ಕ): [660, 137, 753, 147]
- inox-tagline: LIVE THE MOVIE: [662, 513, 715, 521]
- page-number: 11: [82, 50, 120, 79]
- registration-dot: [64, 1404, 71, 1411]
- theatre-name-row: [658, 147, 894, 157]
- manipur-headline-2: ಇಂಡಿಯಾ ಬ್ಲಾಕ್‌ನಿಂದ ದೆಹಲಿಯಲ್ಲಿ ಪ್ರತಿಭಟನೆ: [82, 720, 260, 734]
- theatre-name: ಅಮರನ್ (ತ): [660, 96, 694, 106]
- theatre-info: 4 ಪ್ರದರ್ಶನಗಳು: [853, 259, 892, 269]
- theatre-name: ಬಘೀರ (ಕ): [660, 259, 688, 269]
- mvc-box: [657, 611, 895, 738]
- theatre-name: ಭೈರತಿ ರಣಗಲ್ (ಕ): [660, 157, 707, 167]
- screen-schedule-row: ಸ್ಕ್ರೀನ್ 2 ಅಮರನ್ (ತ) : ಬೆ.10.30, ಭೈರತಿ ರಣಗಲ್ (ಕ) : ಮ.1.45, ಸಂ.4.25,: [658, 672, 894, 682]
- screen-schedule-row: ರಾ.9.45: [658, 547, 894, 557]
- theatre-name: ಲಕ್ಕಿ ಭಾಸ್ಕರ್ (ತ): [660, 239, 701, 249]
- mamata-story: [657, 853, 895, 1069]
- date-line: ಶುಕ್ರವಾರ 29 ನವೆಂಬರ್ 2024: [448, 57, 584, 71]
- lokayukta-story: [294, 400, 654, 772]
- sadananda-body-cont: ಬೆಂಗಳೂರು, ನ.28- ಕಾಂಗ್ರೆಸ್ ನವರು ನೀಡಿದ ಬಿಟ್ಟಿಭಾಗ್ಯಗಳಿಂದ ಮತದಾರರು ಅವರತ್ತ ಒಲವು ತೋರಿದ್ದಾರೆ. ನಮ್ಮ ಪಕ್ಷದಲ್ಲಿ ಎರೆಹುಳುಗಳು ನಾಗರಹಾವುಗಳಾಗುತ್ತಿದ್ದಾರೆ ಎಂದು ಮಾಜಿ ಮುಖ್ಯಮಂತ್ರಿ ಡಿ.ವಿ.ಸದಾನಂದಗೌಡ ಹೇಳಿದರು. ಮಾಧ್ಯಮದವರೊಂದಿಗೆ ಮಾತನಾಡಿದ ಅವರು, ಬಿಜೆಪಿಯಲ್ಲಿ ಆಂತರಿಕ ಬಿಕ್ಕಟ್ಟು ತಲೆದೋರಿದೆ. ಕೆಲವರು ತಮ್ಮ ಸ್ವಾರ್ಥಕ್ಕಾಗಿ ಪಕ್ಷದ ಹಿತವನ್ನು ಮರೆಯುತ್ತಿದ್ದಾರೆ. ಹೈಕಮಾಂಡ್ ಕೂಡಲೇ ಮಧ್ಯಪ್ರವೇಶಿಸಿ ಸಮಸ್ಯೆ ಬಗೆಹರಿಸಬೇಕು ಎಂದು ಒತ್ತಾಯಿಸಿದರು. ಉಪಚುನಾವಣೆಯ ಸೋಲಿನಿಂದ ಪಕ್ಷ ಪಾಠ ಕಲಿಯಬೇಕು. ಒಗ್ಗಟ್ಟಾಗಿ ಕೆಲಸ ಮಾಡಿದರೆ ಮಾತ್ರ ಯಶಸ್ಸು ಸಾಧ್ಯ. ಕಾರ್ಯಕರ್ತರ ಭಾವನೆಗಳಿಗೆ ಬೆಲೆ ನೀಡಬೇಕು ಎಂದು ಅವರು ತಿಳಿಸಿದರು. ಪ್ರಸ್ತುತ ಪರಿಸ್ಥಿತಿಯಲ್ಲಿ ನಾಯಕರು ಆತ್ಮಾವಲೋಕನ ಮಾಡಿಕೊಳ್ಳಬೇಕು. ಪಕ್ಷದ ಶಿಸ್ತು ಉಲ್ಲಂಘಿಸುವವರ ವಿರುದ್ಧ ಕ್ರಮ ಜರುಗಿಸಬೇಕು ಎಂದು ಆಗ್ರಹಿಸಿದರು.: [172, 1338, 290, 1511]
- drc-phone: ದೂ : 4240422/4241800: [760, 384, 853, 393]
- theatre-name: ಮರ್ಫಿ (ಕ): [660, 198, 687, 208]
- pvr-note: ಸೂಚನೆ : ಸಿನಿಮಾ ಪ್ರದರ್ಶನದಲ್ಲಿ ಮಾರ್ಪಾಡಿದ್ದಲ್ಲಿ ಮಾಹಿತಿಗಾಗಿ ಸಂಬಂಧಪಟ್ಟ ಚಿತ್ರಮಂದಿರ/ಮಾಲ್‌ಗಳನ್ನು ಸಂಪರ್ಕಿಸಿ.: [660, 833, 892, 840]
- theatre-name: ಬಾಲಾಜಿ ಚಿತ್ರಮಂದಿರ: [660, 126, 710, 136]
- hemant-headline-1: ಜಾರ್ಖಂಡ್ 14ನೇ ಮುಖ್ಯಮಂತ್ರಿಯಾಗಿ: [54, 401, 288, 421]
- screen-schedule-row: ಸ್ಕ್ರೀನ್ 3 ದಿ ಸಬರ್ಮತಿ ರಿಪೋರ್ಟ್ (ಹಿಂ) : ಬೆ.10.35, ಮ.3.10, ಭೈರತಿ (ಕ):: [658, 435, 894, 445]
- manipur-story: [54, 703, 288, 1069]
- screen-schedule-row: ಸ್ಕ್ರೀನ್ 2 ಕಿಸ್ಸ್ 2898 ಎಡಿ (ಕ) : ಬೆ.11.40, ಸಂ.6.05, ಟ್ರಿಸ್ಟಲ್ (ಇಂ) : ಮ.3.20,: [658, 537, 894, 547]
- dks-story: [420, 1076, 895, 1475]
- dks-body-col2: ಬೆಂಗಳೂರು,ನ.28- ಬಿಜೆಪಿ ರಾಜ್ಯಾಧ್ಯಕ್ಷ ಬಿ.ವೈ.ವಿಜಯೇಂದ್ರ ಅವರು ಉಪಮುಖ್ಯಮಂತ್ರಿ ಡಿ.ಕೆ.ಶಿವಕುಮಾರ್ ಬಳಿ 20 ಪತ್ರಕ್ಕೆ ಸಹಿ ಹಾಕಿಸಿಕೊಂಡ ವಿಡಿಯೋ ನನ್ನ ಬಳಿ ಇದೆ ಎಂದು ಶಾಸಕ ಬಸನಗೌಡ ಪಾಟೀಲ್ ಯತ್ನಾಳ್ ಹೊಸ ಬಾಂಬ್ ಸಿಡಿಸಿದ್ದಾರೆ. ಸುದ್ದಿಗಾರರೊಂದಿಗೆ ಮಾತನಾಡಿದ ಅವರು, ವಿಜಯೇಂದ್ರ ಅವರು ಕಾಂಗ್ರೆಸ್ ನಾಯಕರೊಂದಿಗೆ ಹೊಂದಾಣಿಕೆ ರಾಜಕಾರಣ ಮಾಡುತ್ತಿದ್ದಾರೆ. ಇದರಿಂದ ಪಕ್ಷಕ್ಕೆ ಹಾನಿಯಾಗುತ್ತಿದೆ. ಹೈಕಮಾಂಡ್ ಗಮನಕ್ಕೆ ಎಲ್ಲವನ್ನೂ ತರಲಾಗಿದೆ ಎಂದು ತಿಳಿಸಿದರು. ಸದಾನಂದ ಗೌಡರು ಬಾಯಿ ಮುಚ್ಚಿಕೊಂಡು ಇರಬೇಕು. ಅವರು ಪಕ್ಷಕ್ಕೆ ಏನು ಕೊಡುಗೆ ನೀಡಿದ್ದಾರೆ ಎಂದು ಪ್ರಶ್ನಿಸಿದರು. ನಮ್ಮ ಹೋರಾಟ ವಕ್ಫ್ ವಿರುದ್ಧ ಮುಂದುವರಿಯಲಿದೆ. ರೈತರ ಜಮೀನು ರಕ್ಷಣೆಗೆ ನಾವು ಬದ್ಧರಾಗಿದ್ದೇವೆ. ಯಾರು ಏನೇ ಹೇಳಿದರೂ ನಾವು ಹಿಂದೆ ಸರಿಯುವುದಿಲ್ಲ. ಕಾಂಗ್ರೆಸ್ ಸರ್ಕಾರದ ಭ್ರಷ್ಟಾಚಾರ ಬಯಲಿಗೆಳೆಯುತ್ತೇವೆ. ಪಕ್ಷದ ಕಾರ್ಯಕರ್ತರು ನಮ್ಮ ಜೊತೆಗಿದ್ದಾರೆ ಎಂದು ಯತ್ನಾಳ್ ಹೇಳಿದರು. ವಿಜಯೇಂದ್ರ ಕುಟುಂಬ ರಾಜಕಾರಣ ಕೊನೆಯಾಗಬೇಕು. ರಾಜ್ಯದಲ್ಲಿ ಬಿಜೆಪಿಯನ್ನು ಬಲಪಡಿಸಲು ಹೊಸ ನಾಯಕತ್ವ ಬೇಕು ಎಂದು ಅಭಿಪ್ರಾಯಪಟ್ಟರು.: [538, 1180, 646, 1420]
- sadananda-headline-2: ನಾಗರಹಾವುಗಳಾಗುತ್ತಿದ್ದಾರೆ: [87, 1119, 257, 1143]
- screen-schedule-row: ಸ್ಕ್ರೀನ್ 4 ವಿಶ್ವಾಸ ಬೆಸ್ತೋನ್ (ಕ) : ಬೆ.11.30, ಕಿಸ್ಸ್ 2898 ಎಡಿ (3ಡಿ): [658, 577, 894, 587]
- pvr-name: ಪಿವಿಆರ್ ಸಿನಿಮಾಸ್: [716, 745, 892, 760]
- hemant-story: [54, 401, 288, 701]
- divider: [48, 1072, 895, 1074]
- lokayukta-photo: [444, 482, 654, 582]
- theatre-show-row: [658, 219, 894, 229]
- screen-schedule-row: ರಾ.8.15: [658, 721, 894, 731]
- screen-schedule-row: ಸಂ.6.55, ಅಮರನ್ (ತ) : ರಾ.9.50: [658, 662, 894, 672]
- iskcon-body: ಢಾಕಾ, ನ.28- ಬಾಂಗ್ಲಾದೇಶದಲ್ಲಿ ಇಸ್ಕಾನ್ ಚಟುವಟಿಕೆಗಳನ್ನು ನಿಷೇಧಿಸಲು ಹೈಕೋರ್ಟ್ ಗುರುವಾರ ನಿರಾಕರಿಸಿದೆ ಎಂದು ಸ್ಥಳೀಯ ಮಾಧ್ಯಮಗಳು ವರದಿ ಮಾಡಿವೆ. ಬಾಂಗ್ಲಾದೇಶದಲ್ಲಿ ಅಂತರರಾಷ್ಟ್ರೀಯ ಕೃಷ್ಣ ಪ್ರಜ್ಞೆ ಸಂಘದ ಚಟುವಟಿಕೆಗಳನ್ನು ನಿಷೇಧಿಸುವಂತೆ ಕೋರಿ ಅರ್ಜಿ ಸಲ್ಲಿಸಲಾಗಿತ್ತು. ಇಸ್ಕಾನ್ ಮುಖಂಡ ಚಿನ್ಮಯ್ ಕೃಷ್ಣದಾಸ್ ಬಂಧನದ ನಂತರ ಉಂಟಾದ ಘರ್ಷಣೆಯಲ್ಲಿ ವಕೀಲರೊಬ್ಬರು ಸಾವನ್ನಪ್ಪಿದ್ದರು. ಈ ಹಿನ್ನೆಲೆಯಲ್ಲಿ ನಿಷೇಧಕ್ಕೆ ಒತ್ತಾಯಿಸಲಾಗಿತ್ತು. ಸರ್ಕಾರ ಈ ವಿಚಾರದಲ್ಲಿ ಅಗತ್ಯ ಕ್ರಮ ಕೈಗೊಂಡಿದೆ ಎಂದು ನ್ಯಾಯಾಲಯಕ್ಕೆ ತಿಳಿಸಲಾಯಿತು. ಅಟಾರ್ನಿ ಜನರಲ್ ಅವರು ಕಾನೂನು ಸುವ್ಯವಸ್ಥೆ ಕಾಪಾಡಲು ಸರ್ಕಾರ ಬದ್ಧವಾಗಿದೆ ಎಂದರು. ಚಿನ್ಮಯ್ ಕೃಷ್ಣದಾಸ್ ಬಂಧನ ಖಂಡಿಸಿ ಭಾರತದಲ್ಲಿಯೂ ಪ್ರತಿಭಟನೆಗಳು ನಡೆದಿವೆ. ಇಸ್ಕಾನ್ ಚಟುವಟಿಕೆಗಳ ಕುರಿತು ಸರ್ಕಾರದ ವರದಿ ಕೇಳಿದ ನ್ಯಾಯಾಲಯ ಅರ್ಜಿಯನ್ನು ವಿಲೇವಾರಿ ಮಾಡಿತು. ದೇಶದಲ್ಲಿ ಕೋಮು ಸೌಹಾರ್ದತೆ ಕಾಪಾಡಲು ಎಲ್ಲರೂ ಸಹಕರಿಸಬೇಕು ಎಂದು ನ್ಯಾಯಾಲಯ ಹೇಳಿದೆ.: [294, 808, 414, 1000]
- inox-box: [657, 484, 895, 608]
- theatre-name: ಪದ್ಮ ಚಿತ್ರಮಂದಿರ: [660, 86, 701, 95]
- theatre-info: (ದೂ: 2521923): [835, 86, 892, 95]
- dks-subhead-2: ಬಾಂಬ್ ●ಸದಾನಂದ ಗೌಡ ಬಾಯಿ ಮುಚ್ಚೊಂಡು ಇರಬೇಕು: [572, 1161, 744, 1171]
- theatre-name: ಭೈರತಿ ರಣಗಲ್ (ಕ): [660, 218, 707, 228]
- screen-schedule-row: ಸ್ಕ್ರೀನ್ 1 ಕಂಗುವಾ (3ಡಿ) (ತ) : ಬೆ.10.00, ಮ.3.15, ಸಂ.7.15, ಅಮರನ್ (ತ) : ರಾ.9.45: [658, 395, 894, 405]
- dks-body: ಬೆಂಗಳೂರು,ನ.28- ಬಿಜೆಪಿ ರಾಜ್ಯಾಧ್ಯಕ್ಷ ಬಿ.ವೈ.ವಿಜಯೇಂದ್ರ ಅವರು ಉಪಮುಖ್ಯಮಂತ್ರಿ ಡಿ.ಕೆ.ಶಿವಕುಮಾರ್ ಬಳಿ 20 ಪತ್ರಕ್ಕೆ ಸಹಿ ಹಾಕಿಸಿಕೊಂಡ ವಿಡಿಯೋ ನನ್ನ ಬಳಿ ಇದೆ ಎಂದು ಶಾಸಕ ಬಸನಗೌಡ ಪಾಟೀಲ್ ಯತ್ನಾಳ್ ಹೊಸ ಬಾಂಬ್ ಸಿಡಿಸಿದ್ದಾರೆ. ಸುದ್ದಿಗಾರರೊಂದಿಗೆ ಮಾತನಾಡಿದ ಅವರು, ವಿಜಯೇಂದ್ರ ಅವರು ಕಾಂಗ್ರೆಸ್ ನಾಯಕರೊಂದಿಗೆ ಹೊಂದಾಣಿಕೆ ರಾಜಕಾರಣ ಮಾಡುತ್ತಿದ್ದಾರೆ. ಇದರಿಂದ ಪಕ್ಷಕ್ಕೆ ಹಾನಿಯಾಗುತ್ತಿದೆ. ಹೈಕಮಾಂಡ್ ಗಮನಕ್ಕೆ ಎಲ್ಲವನ್ನೂ ತರಲಾಗಿದೆ ಎಂದು ತಿಳಿಸಿದರು. ಸದಾನಂದ ಗೌಡರು ಬಾಯಿ ಮುಚ್ಚಿಕೊಂಡು ಇರಬೇಕು. ಅವರು ಪಕ್ಷಕ್ಕೆ ಏನು ಕೊಡುಗೆ ನೀಡಿದ್ದಾರೆ ಎಂದು ಪ್ರಶ್ನಿಸಿದರು. ನಮ್ಮ ಹೋರಾಟ ವಕ್ಫ್ ವಿರುದ್ಧ ಮುಂದುವರಿಯಲಿದೆ. ರೈತರ ಜಮೀನು ರಕ್ಷಣೆಗೆ ನಾವು ಬದ್ಧರಾಗಿದ್ದೇವೆ. ಯಾರು ಏನೇ ಹೇಳಿದರೂ ನಾವು ಹಿಂದೆ ಸರಿಯುವುದಿಲ್ಲ. ಕಾಂಗ್ರೆಸ್ ಸರ್ಕಾರದ ಭ್ರಷ್ಟಾಚಾರ ಬಯಲಿಗೆಳೆಯುತ್ತೇವೆ. ಪಕ್ಷದ ಕಾರ್ಯಕರ್ತರು ನಮ್ಮ ಜೊತೆಗಿದ್ದಾರೆ ಎಂದು ಯತ್ನಾಳ್ ಹೇಳಿದರು. ವಿಜಯೇಂದ್ರ ಕುಟುಂಬ ರಾಜಕಾರಣ ಕೊನೆಯಾಗಬೇಕು. ರಾಜ್ಯದಲ್ಲಿ ಬಿಜೆಪಿಯನ್ನು ಬಲಪಡಿಸಲು ಹೊಸ ನಾಯಕತ್ವ ಬೇಕು ಎಂದು ಅಭಿಪ್ರಾಯಪಟ್ಟರು.: [420, 1140, 534, 1370]
- inox-schedule: [658, 527, 894, 596]
- theatre-name: ಲಿಡೋ: [660, 228, 677, 238]
- pvr-box: [657, 741, 895, 848]
- theatre-name: ಮಹದೇಶ್ವರ ಚಿತ್ರಮಂದಿರ: [660, 147, 718, 157]
- theatre-show-row: [658, 96, 894, 106]
- dks-headline-1: ಡಿಕೆಶಿ ಬಳಿ ರಾಜ್ಯಾಧ್ಯಕ್ಷ ವಿಜಯೇಂದ್ರ 20 ಪತ್ರಕ್ಕೆ: [507, 1078, 808, 1102]
- registration-dot: [466, 1404, 473, 1411]
- theatre-info: (ದೂ: 2497199): [835, 126, 892, 136]
- screen-schedule-row: ಮ.10.05, ಲಕ್ಕಿ ಭಾಸ್ಕರ್ (ತ) : ಸಂ.4.15, ಬಘೀರ (ಕ) : ರಾ.9.55: [658, 445, 894, 455]
- theatre-name-row: [658, 270, 894, 280]
- manipur-headline-1: ಮಣಿಪುರದಲ್ಲಿ 250 ಮಂದಿ ಸಾವು ಖಂಡಿಸಿ: [87, 704, 255, 718]
- screen-schedule-row: ಸ್ಕ್ರೀನ್ 3 ಅಮರನ್ (ತ) : ಬೆ.10.15, ಸಂ.6.30, ಅಮರನ್ (ತ) : ಮ.12.40,: [658, 692, 894, 702]
